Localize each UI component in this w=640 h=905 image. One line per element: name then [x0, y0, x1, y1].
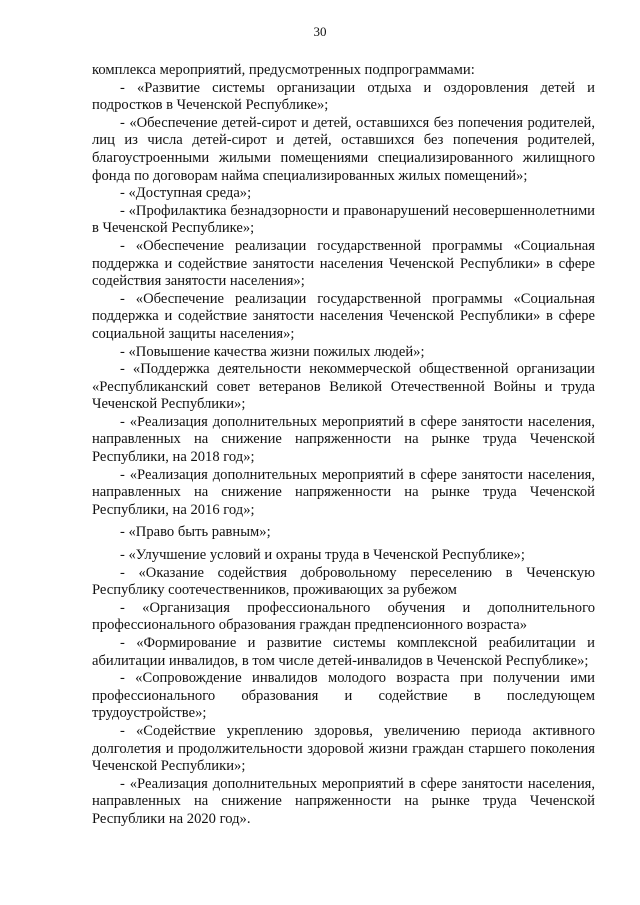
list-item: - «Оказание содействия добровольному переселению в Чеченскую Республику соотечественников, проживающих за рубежом: [92, 564, 595, 599]
list-item: - «Реализация дополнительных мероприятий в сфере занятости населения, направленных на снижение напряженности на рынке труда Чеченской Республики, на 2018 год»;: [92, 413, 595, 466]
list-item: - «Реализация дополнительных мероприятий в сфере занятости населения, направленных на снижение напряженности на рынке труда Чеченской Республики на 2020 год».: [92, 775, 595, 827]
list-item: - «Поддержка деятельности некоммерческой общественной организации «Республиканский совет ветеранов Великой Отечественной Войны и труда Чеченской Республики»;: [92, 361, 595, 413]
list-item: - «Организация профессионального обучения и дополнительного профессионального образования граждан предпенсионного возраста»: [92, 599, 595, 634]
list-item: - «Право быть равным»;: [120, 524, 271, 541]
list-item: - «Формирование и развитие системы комплексной реабилитации и абилитации инвалидов, в том числе детей-инвалидов в Чеченской Республике»;: [92, 635, 595, 669]
list-item: - «Содействие укреплению здоровья, увеличению периода активного долголетия и продолжительности здоровой жизни граждан старшего поколения Чеченской Республики»;: [92, 722, 595, 775]
list-item: - «Повышение качества жизни пожилых людей»;: [120, 343, 425, 360]
list-item: - «Развитие системы организации отдыха и оздоровления детей и подростков в Чеченской Республике»;: [92, 79, 595, 114]
document-body: [92, 62, 595, 829]
list-item: - «Обеспечение детей-сирот и детей, оставшихся без попечения родителей, лиц из числа детей-сирот и детей, оставшихся без попечения родителей, благоустроенными жилыми помещениями специализированного жилищного фонда по договорам найма специализированных жилых помещений»;: [92, 114, 595, 184]
list-item: - «Улучшение условий и охраны труда в Чеченской Республике»;: [120, 547, 525, 564]
list-item: - «Обеспечение реализации государственной программы «Социальная поддержка и содействие занятости населения Чеченской Республики» в сфере содействия занятости населения»;: [92, 237, 595, 290]
list-item: - «Профилактика безнадзорности и правонарушений несовершеннолетними в Чеченской Республике»;: [92, 202, 595, 237]
list-item: - «Доступная среда»;: [120, 185, 252, 202]
page-number: 30: [313, 24, 327, 39]
intro-line: комплекса мероприятий, предусмотренных подпрограммами:: [92, 62, 475, 78]
list-item: - «Сопровождение инвалидов молодого возраста при получении ими профессионального образования и содействие в последующем трудоустройстве»;: [92, 670, 595, 722]
list-item: - «Обеспечение реализации государственной программы «Социальная поддержка и содействие занятости населения Чеченской Республики» в сфере социальной защиты населения»;: [92, 290, 595, 342]
list-item: - «Реализация дополнительных мероприятий в сфере занятости населения, направленных на снижение напряженности на рынке труда Чеченской Республики, на 2016 год»;: [92, 466, 595, 518]
